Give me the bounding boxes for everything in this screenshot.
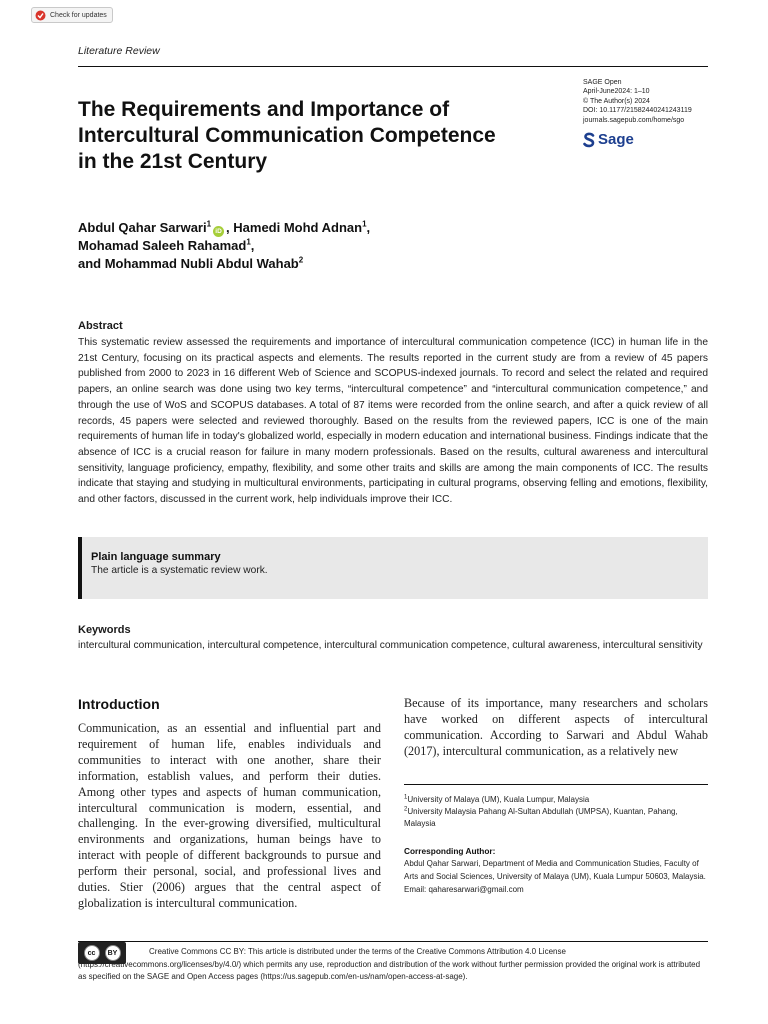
affiliations: [404, 794, 708, 830]
plain-language-summary-heading: Plain language summary: [91, 551, 221, 563]
check-for-updates-button[interactable]: [31, 7, 113, 23]
journal-name: SAGE Open: [583, 79, 622, 86]
article-type-label: Literature Review: [78, 45, 160, 57]
author-name[interactable]: Abdul Qahar Sarwari: [78, 220, 207, 235]
plain-language-summary-text: The article is a systematic review work.: [91, 565, 268, 576]
author-name[interactable]: Mohamad Saleeh Rahamad: [78, 238, 247, 253]
introduction-paragraph-right: Because of its importance, many researchers and scholars have worked on different aspects of intercultural communication. According to Sarwari and Abdul Wahab (2017), intercultural communication, as a relatively new: [404, 696, 708, 758]
corresponding-author-details: [404, 858, 708, 896]
affiliation-marker: 1: [362, 219, 367, 229]
header-divider: [78, 66, 708, 67]
keywords-heading: Keywords: [78, 624, 131, 636]
sage-logo: [583, 131, 634, 148]
abstract-heading: Abstract: [78, 320, 123, 332]
introduction-paragraph-left: Communication, as an essential and influential part and requirement of human life, enables individuals and communities to interact with one another, share their information, establish values, and perform their duties. Among other types and aspects of human communication, intercultural communication is modern, essential, and challenging. In the ever-growing diversified, multicultural environments and organizations, human beings have to interact with people of different backgrounds to pursue and perform their personal, social, and professional lives and duties. Stier (2006) argues that the central aspect of globalization is intercultural communication.: [78, 721, 381, 910]
sage-wordmark: Sage: [598, 131, 634, 148]
doi-link[interactable]: DOI: 10.1177/21582440241243119: [583, 107, 692, 115]
corresponding-author-email[interactable]: Email: qaharesarwari@gmail.com: [404, 884, 524, 894]
journal-url-link[interactable]: journals.sagepub.com/home/sgo: [583, 116, 685, 124]
affiliation-2: $^2$University Malaysia Pahang Al-Sultan Abdullah (UMPSA), Kuantan, Pahang, Malaysia: [404, 806, 678, 828]
introduction-heading: Introduction: [78, 696, 160, 712]
footnote-divider: [404, 784, 708, 785]
license-divider: [78, 941, 708, 942]
author-list: Abdul Qahar Sarwari$^1$iD , Hamedi Mohd Adnan$^1$, Mohamad Saleeh Rahamad$^1$, and Mohammad Nubli Abdul Wahab$^2$: [78, 219, 371, 271]
orcid-icon[interactable]: iD: [213, 226, 224, 237]
keywords-text: intercultural communication, intercultural competence, intercultural communication competence, cultural awareness, intercultural sensitivity: [78, 640, 703, 651]
plain-language-summary-box: [78, 537, 708, 599]
corresponding-author-address: Abdul Qahar Sarwari, Department of Media and Communication Studies, Faculty of Arts and Social Sciences, University of Malaya (UM), Kuala Lumpur 50603, Malaysia.: [404, 859, 706, 881]
author-name[interactable]: , Hamedi Mohd Adnan: [226, 220, 363, 235]
cc-icon: cc: [84, 945, 100, 961]
affiliation-marker: 1: [206, 219, 212, 229]
affiliation-marker: 1: [246, 237, 251, 247]
article-title: The Requirements and Importance of Intercultural Communication Competence in the 21st Century: [78, 98, 496, 173]
check-updates-icon: [35, 10, 46, 21]
author-name[interactable]: and Mohammad Nubli Abdul Wahab: [78, 255, 299, 271]
affiliation-marker: 2: [298, 255, 304, 265]
copyright-line: © The Author(s) 2024: [583, 97, 650, 105]
affiliation-1: $^1$University of Malaya (UM), Kuala Lumpur, Malaysia: [404, 794, 590, 804]
journal-issue: April-June2024: 1–10: [583, 88, 650, 96]
corresponding-author-heading: Corresponding Author:: [404, 846, 496, 856]
abstract-text: This systematic review assessed the requirements and importance of intercultural communication competence (ICC) in human life in the 21st Century, focusing on its practical aspects and elements. The results reported in the current study are from a review of 45 papers published from 2000 to 2023 in 16 different Web of Science and SCOPUS-indexed journals. To record and select the related and required papers, an online search was done using two key terms, “intercultural competence” and “intercultural communication competence,” and through the use of WoS and SCOPUS databases. A total of 87 items were recorded from the online search, and after a quick review of all records, 45 papers were selected and reviewed thoroughly. Based on the results from the reviewed papers, ICC is one of the main requirements of human life in today's globalized world, especially in modern education and international business. Findings indicate that the absence of ICC is a crucial reason for failure in many modern professionals. Based on the results, cultural awareness and intercultural sensitivity, language proficiency, empathy, flexibility, and some other traits and skills are among the main components of ICC. The results indicate that staying and studying in multicultural environments, participating in cultural programs, observing felling and emotions, flexibility, and other factors, discussed in the current work, help individuals improve their ICC.: [78, 337, 708, 506]
check-updates-label: Check for updates: [50, 11, 107, 19]
by-attribution-icon: BY: [105, 945, 121, 961]
sage-s-icon: [583, 132, 595, 148]
license-text: Creative Commons CC BY: This article is distributed under the terms of the Creative Commons Attribution 4.0 License (https://creativecommons.org/licenses/by/4.0/) which permits any use, reproduction and distribution of the work without further permission provided the original work is attributed as specified on the SAGE and Open Access pages (https://us.sagepub.com/en-us/nam/open-access-at-sage).: [78, 947, 701, 981]
journal-metadata: [583, 78, 692, 125]
